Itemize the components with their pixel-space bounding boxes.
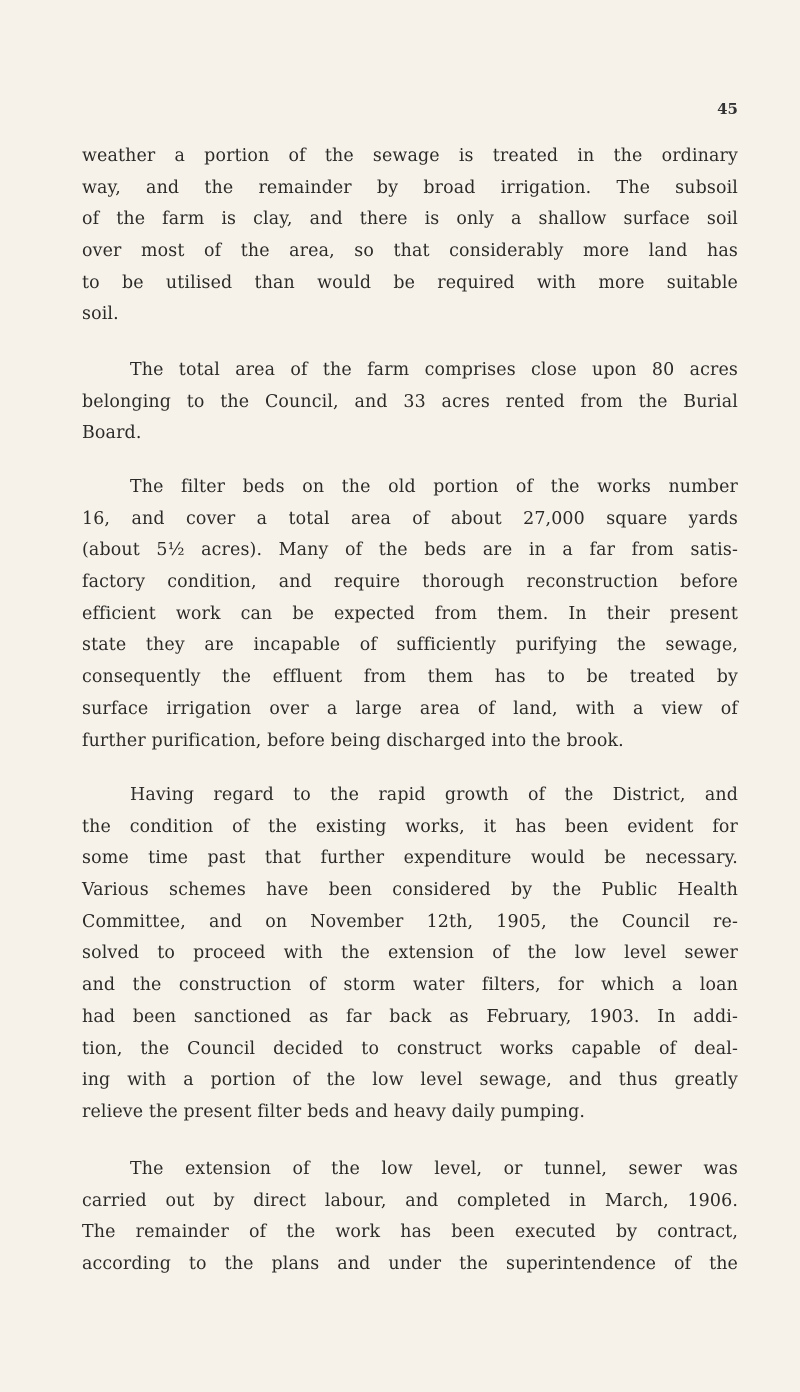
text-line: The filter beds on the old portion of the works number — [130, 477, 738, 497]
text-line: over most of the area, so that considerably more land has — [82, 241, 738, 262]
text-line: efficient work can be expected from them. In their present — [82, 603, 738, 624]
text-line: further purification, before being discharged into the brook. — [82, 730, 624, 751]
text-line: 16, and cover a total area of about 27,000 square yards — [82, 508, 738, 529]
text-line: according to the plans and under the superintendence of the — [82, 1254, 738, 1275]
text-line: The total area of the farm comprises close upon 80 acres — [130, 360, 738, 380]
text-line: consequently the effluent from them has to be treated by — [82, 667, 738, 688]
paragraph-4 — [82, 780, 738, 1129]
text-line: surface irrigation over a large area of land, with a view of — [82, 698, 738, 719]
paragraph-5 — [82, 1154, 738, 1281]
text-line: had been sanctioned as far back as February, 1903. In addi- — [82, 1006, 738, 1027]
text-line: carried out by direct labour, and completed in March, 1906. — [82, 1190, 738, 1211]
text-line: factory condition, and require thorough reconstruction before — [82, 572, 738, 593]
text-line: The remainder of the work has been executed by contract, — [82, 1222, 738, 1243]
text-line: way, and the remainder by broad irrigation. The subsoil — [82, 177, 738, 198]
text-line: of the farm is clay, and there is only a shallow surface soil — [82, 209, 738, 230]
text-line: Various schemes have been considered by the Public Health — [82, 880, 738, 901]
text-line: to be utilised than would be required with more suitable — [82, 272, 738, 293]
text-line: and the construction of storm water filters, for which a loan — [82, 975, 738, 996]
page-number: 45 — [717, 100, 738, 118]
text-line: relieve the present filter beds and heavy daily pumping. — [82, 1101, 586, 1122]
text-line: some time past that further expenditure would be necessary. — [82, 848, 738, 869]
paragraph-1 — [82, 141, 738, 331]
text-line: state they are incapable of sufficiently purifying the sewage, — [82, 635, 738, 656]
text-line: Having regard to the rapid growth of the District, and — [130, 785, 738, 805]
text-line: (about 5½ acres). Many of the beds are in a far from satis- — [82, 540, 738, 561]
text-line: weather a portion of the sewage is treated in the ordinary — [82, 146, 738, 166]
text-line: belonging to the Council, and 33 acres rented from the Burial — [82, 391, 738, 412]
text-line: Board. — [82, 423, 142, 444]
text-line: tion, the Council decided to construct works capable of deal- — [82, 1038, 738, 1059]
text-line: solved to proceed with the extension of the low level sewer — [82, 943, 738, 964]
text-line: The extension of the low level, or tunnel, sewer was — [130, 1159, 738, 1179]
text-line: soil. — [82, 304, 119, 325]
paragraph-2 — [82, 355, 738, 450]
text-line: Committee, and on November 12th, 1905, the Council re- — [82, 911, 738, 932]
text-line: the condition of the existing works, it has been evident for — [82, 816, 738, 837]
text-line: ing with a portion of the low level sewage, and thus greatly — [82, 1070, 738, 1091]
paragraph-3 — [82, 472, 738, 757]
